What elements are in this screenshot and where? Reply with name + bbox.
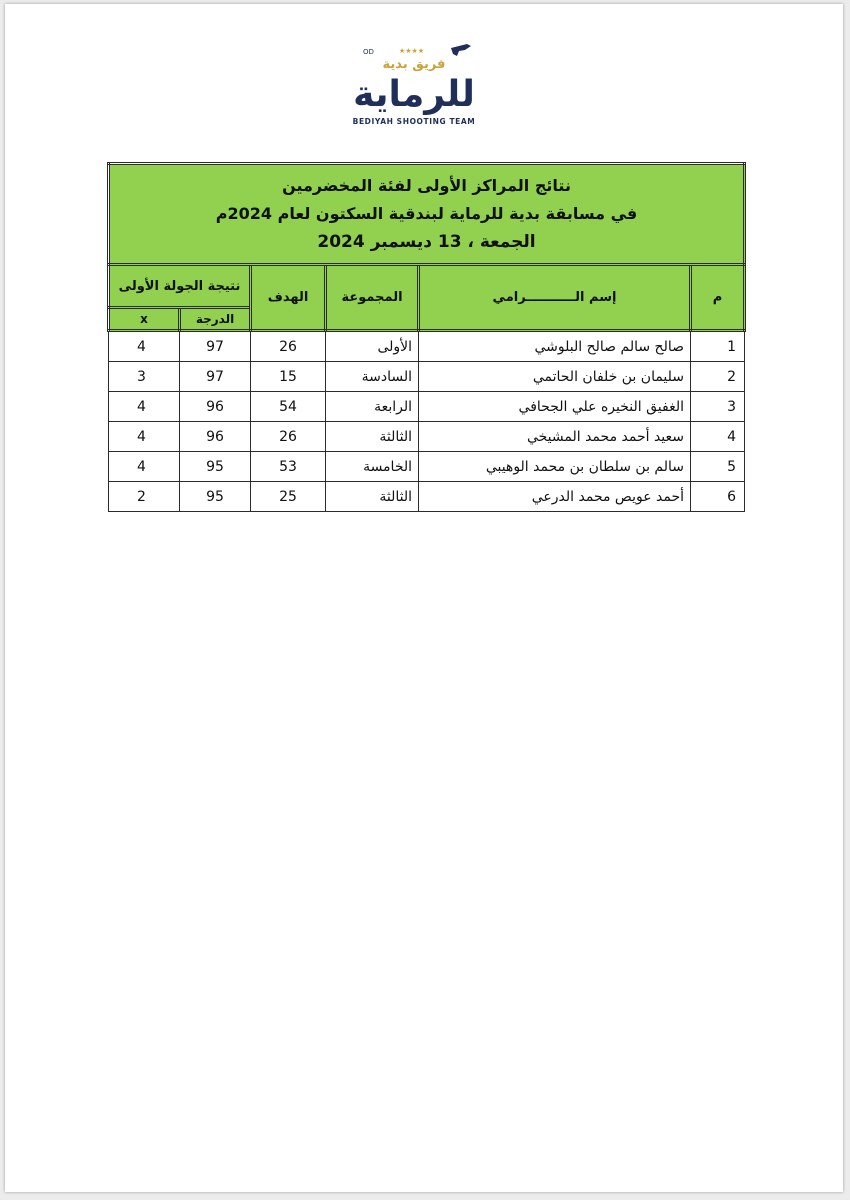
document-page — [5, 4, 843, 1192]
x-count-cell: 3 — [109, 362, 180, 392]
table-row — [109, 422, 745, 452]
shooter-name-cell: صالح سالم صالح البلوشي — [419, 331, 691, 362]
target-cell: 25 — [251, 482, 326, 512]
svg-text:للرماية: للرماية — [353, 74, 475, 115]
shooter-name-cell: الغفيق النخيره علي الجحافي — [419, 392, 691, 422]
x-count-cell: 4 — [109, 422, 180, 452]
svg-text:BEDIYAH SHOOTING TEAM: BEDIYAH SHOOTING TEAM — [352, 117, 476, 126]
group-cell: الثالثة — [326, 482, 419, 512]
team-logo — [343, 42, 485, 130]
group-cell: السادسة — [326, 362, 419, 392]
rank-cell: 4 — [691, 422, 745, 452]
rifle-icon — [451, 44, 471, 56]
svg-text:فريق بدية: فريق بدية — [382, 57, 446, 72]
col-header-round: نتيجة الجولة الأولى — [109, 265, 251, 308]
score-cell: 95 — [180, 482, 251, 512]
rank-cell: 5 — [691, 452, 745, 482]
target-cell: 26 — [251, 422, 326, 452]
col-header-num: م — [691, 265, 745, 331]
report-date: الجمعة ، 13 ديسمبر 2024 — [317, 232, 536, 252]
table-row — [109, 331, 745, 362]
score-cell: 96 — [180, 392, 251, 422]
x-count-cell: 2 — [109, 482, 180, 512]
target-cell: 26 — [251, 331, 326, 362]
table-row — [109, 362, 745, 392]
table-row — [109, 482, 745, 512]
target-cell: 15 — [251, 362, 326, 392]
x-count-cell: 4 — [109, 452, 180, 482]
report-title: نتائج المراكز الأولى لفئة المخضرمين — [282, 176, 571, 195]
x-count-cell: 4 — [109, 331, 180, 362]
rank-cell: 3 — [691, 392, 745, 422]
shooter-name-cell: سعيد أحمد محمد المشيخي — [419, 422, 691, 452]
target-cell: 54 — [251, 392, 326, 422]
col-header-target: الهدف — [251, 265, 326, 331]
group-cell: الثالثة — [326, 422, 419, 452]
col-header-name: إسم الـــــــــــرامي — [419, 265, 691, 331]
report-subtitle: في مسابقة بدية للرماية لبندقية السكتون لعام 2024م — [215, 204, 638, 223]
score-cell: 96 — [180, 422, 251, 452]
shooter-name-cell: سالم بن سلطان بن محمد الوهيبي — [419, 452, 691, 482]
score-cell: 97 — [180, 331, 251, 362]
group-cell: الرابعة — [326, 392, 419, 422]
group-cell: الخامسة — [326, 452, 419, 482]
rank-cell: 6 — [691, 482, 745, 512]
results-table — [107, 162, 746, 512]
target-cell: 53 — [251, 452, 326, 482]
svg-text:★★★★: ★★★★ — [399, 47, 425, 55]
x-count-cell: 4 — [109, 392, 180, 422]
score-cell: 97 — [180, 362, 251, 392]
rank-cell: 1 — [691, 331, 745, 362]
shooter-name-cell: سليمان بن خلفان الحاتمي — [419, 362, 691, 392]
group-cell: الأولى — [326, 331, 419, 362]
report-header — [109, 164, 745, 265]
rank-cell: 2 — [691, 362, 745, 392]
table-row — [109, 452, 745, 482]
col-header-score: الدرجة — [180, 308, 251, 331]
col-header-group: المجموعة — [326, 265, 419, 331]
score-cell: 95 — [180, 452, 251, 482]
shooter-name-cell: أحمد عويص محمد الدرعي — [419, 482, 691, 512]
svg-text:OD: OD — [363, 48, 374, 56]
table-row — [109, 392, 745, 422]
col-header-x: x — [109, 308, 180, 331]
